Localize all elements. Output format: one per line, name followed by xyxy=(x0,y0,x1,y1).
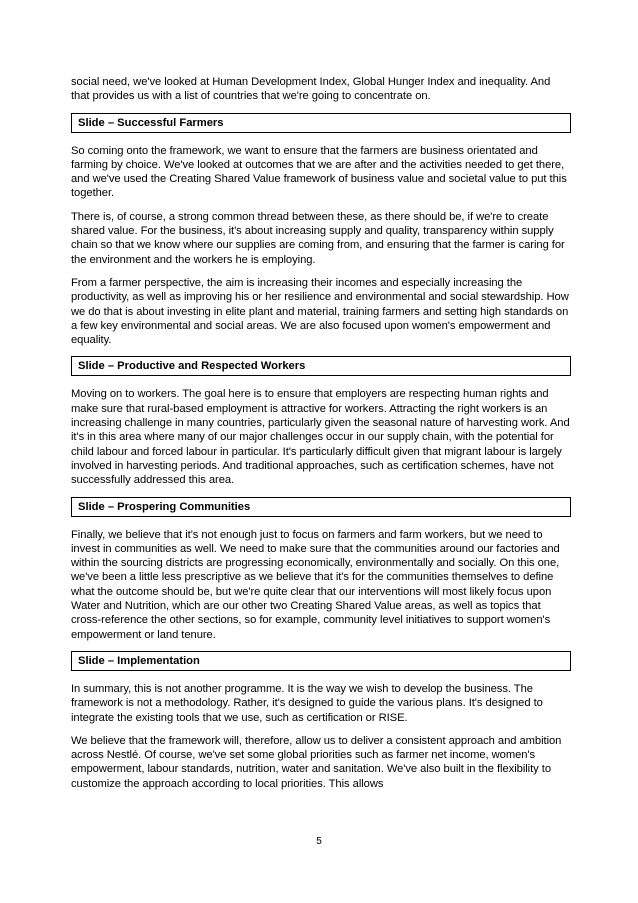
slide-header-productive-workers: Slide – Productive and Respected Workers xyxy=(71,356,571,376)
page-number: 5 xyxy=(316,836,322,847)
slide-header-successful-farmers: Slide – Successful Farmers xyxy=(71,113,571,133)
paragraph: Finally, we believe that it's not enough just to focus on farmers and farm workers, but we need to invest in communities as well. We need to make sure that the communities around our factories and within the sourcing districts are progressing economically, environmentally and socially. On this one, we've been a little less prescriptive as we believe that it's for the communities themselves to define what the outcome should be, but we're quite clear that our interventions will most likely focus upon Water and Nutrition, which are our other two Creating Shared Value areas, as well as topics that cross-reference the other sections, so for example, community level initiatives to support women's empowerment or land tenure. xyxy=(71,528,560,641)
paragraph: social need, we've looked at Human Development Index, Global Hunger Index and inequality. And that provides us with a list of countries that we're going to concentrate on. xyxy=(71,76,551,103)
paragraph: So coming onto the framework, we want to ensure that the farmers are business orientated and farming by choice. We've looked at outcomes that we are after and the activities needed to get there, and we've used the Creating Shared Value framework of business value and societal value to put this together. xyxy=(71,144,567,200)
slide-header-implementation: Slide – Implementation xyxy=(71,651,571,671)
paragraph: In summary, this is not another programme. It is the way we wish to develop the business. The framework is not a methodology. Rather, it's designed to guide the various plans. It's designed to integrate the existing tools that we use, such as certification or RISE. xyxy=(71,682,543,724)
paragraph: There is, of course, a strong common thread between these, as there should be, if we're to create shared value. For the business, it's about increasing supply and quality, transparency within supply chain so that we know where our supplies are coming from, and ensuring that the farmer is caring for the environment and the workers he is employing. xyxy=(71,210,565,266)
slide-header-prospering-communities: Slide – Prospering Communities xyxy=(71,497,571,517)
paragraph: From a farmer perspective, the aim is increasing their incomes and especially increasing the productivity, as well as improving his or her resilience and environmental and social stewardship. How we do that is about investing in elite plant and material, training farmers and setting high standards on a few key environmental and social areas. We are also focused upon women's empowerment and equality. xyxy=(71,276,569,347)
paragraph: Moving on to workers. The goal here is to ensure that employers are respecting human rights and make sure that rural-based employment is attractive for workers. Attracting the right workers is an increasing challenge in many countries, particularly given the seasonal nature of harvesting work. And it's in this area where many of our major challenges occur in our supply chain, with the potential for child labour and forced labour in particular. It's particularly difficult given that migrant labour is largely involved in harvesting periods. And traditional approaches, such as certification schemes, have not successfully addressed this area. xyxy=(71,388,570,487)
paragraph: We believe that the framework will, therefore, allow us to deliver a consistent approach and ambition across Nestlé. Of course, we've set some global priorities such as farmer net income, women's empowerment, labour standards, nutrition, water and sanitation. We've also built in the flexibility to customize the approach according to local priorities. This allows xyxy=(71,734,562,790)
document-page xyxy=(71,75,571,800)
